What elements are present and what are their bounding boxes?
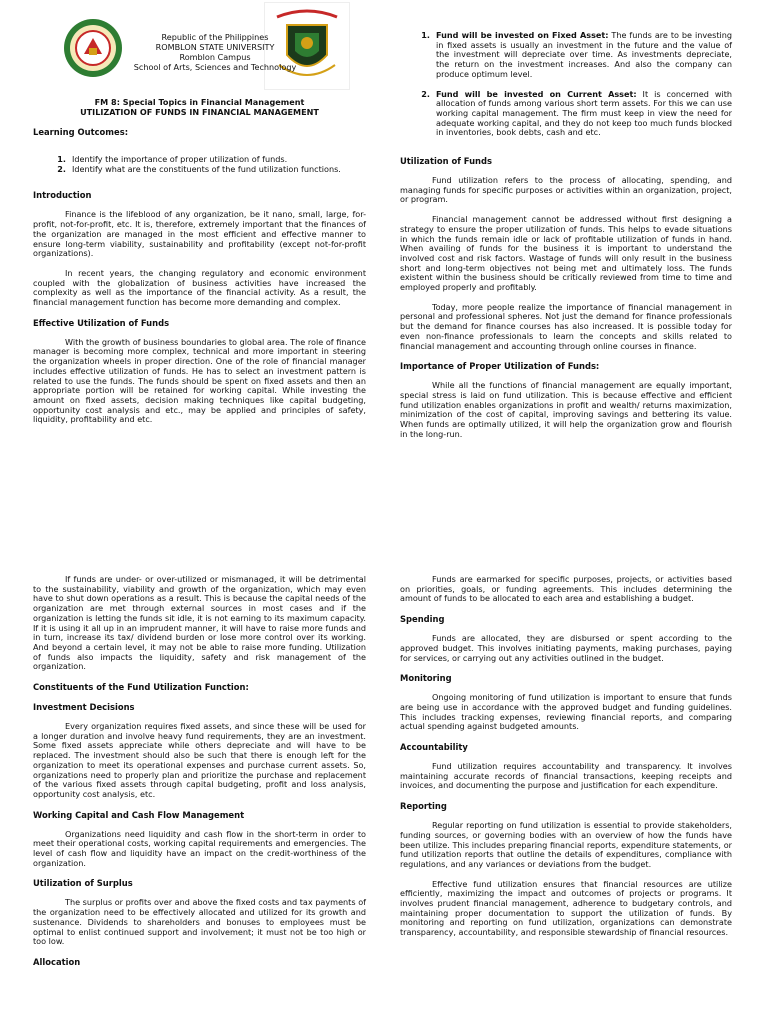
university-header [100,32,330,72]
right-column-top [400,31,732,440]
effective-utilization-paragraph: With the growth of business boundaries to global area. The role of finance manager is becoming more complex, technical and more important in steering the organization wheels in proper direction. One of the role of financial manager includes effective utilization of funds. He has to select an investment pattern is related to use the funds. The funds should be spent on fixed assets and then an appropriate portion will be retained for working capital. While investing the amount on fixed assets, decision making techniques like capital budgeting, opportunity cost analysis and etc., may be applied and principles of safety, liquidity, profitability and etc. [33,336,366,425]
utilization-of-funds-heading: Utilization of Funds [400,156,492,167]
accountability-paragraph: Fund utilization requires accountability and transparency. It involves maintaining accurate records of financial transactions, keeping receipts and invoices, and documenting the purpose and justification for each expenditure. [400,761,732,791]
importance-paragraph: While all the functions of financial management are equally important, special stress is laid on fund utilization. This is because effective and efficient fund utilization enables organizations in profit and wealth/ returns maximization, minimization of the cost of capital, improving savings and bettering its value. When funds are optimally utilized, it will help the organization grow and flourish in the long-run. [400,380,732,439]
left-column-top [33,97,366,425]
header-campus: Romblon Campus [179,52,251,62]
spending-heading: Spending [400,614,445,625]
introduction-paragraph-1: Finance is the lifeblood of any organization, be it nano, small, large, for-profit, not-for-profit, etc. It is, therefore, extremely important that the finances of the organization are managed in the most efficient and effective manner to ensure long-term viability, sustainability and profitability (except not-for-profit organizations). [33,209,366,259]
document-title: UTILIZATION OF FUNDS IN FINANCIAL MANAGEMENT [80,107,319,117]
utilization-paragraph-1: Fund utilization refers to the process of allocating, spending, and managing funds for specific purposes or activities within an organization, project, or program. [400,175,732,205]
utilization-paragraph-2: Financial management cannot be addressed without first designing a strategy to ensure the proper utilization of funds. This helps to evade situations in which the funds remain idle or lack of profitable utilization of funds in hand. When availing of funds for the business it is important to understand the involved cost and risk factors. Wastage of funds will only result in the business short and long-term objectives not being met and ultimately loss. The funds existent within the business should be critically reviewed from time to time and employed properly and profitably. [400,214,732,293]
monitoring-heading: Monitoring [400,673,452,684]
list-item: 1. Identify the importance of proper utilization of funds. [57,154,288,164]
allocation-paragraph: Funds are earmarked for specific purposes, projects, or activities based on priorities, goals, or funding agreements. This includes determining the amount of funds to be allocated to each area and establishing a budget. [400,574,732,604]
effective-utilization-heading: Effective Utilization of Funds [33,317,170,328]
introduction-paragraph-2: In recent years, the changing regulatory and economic environment coupled with the globalization of business activities have increased the complexity as well as the importance of the financial activity. As a result, the financial management function has become more demanding and complex. [33,267,366,308]
header-republic: Republic of the Philippines [161,32,269,42]
spending-paragraph: Funds are allocated, they are disbursed or spent according to the approved budget. This involves initiating payments, making purchases, paying for services, or carrying out any activities outlined in the budget. [400,633,732,663]
introduction-heading: Introduction [33,190,92,201]
investment-decisions-heading: Investment Decisions [33,702,135,713]
fund-type-current-asset: 2. Fund will be invested on Current Asset: It is concerned with allocation of funds among various short term assets. For this we can use working capital management. The firm must keep in view the need for adequate working capital, and they do not keep too much funds blocked in inventories, book debts, cash and etc. [421,88,733,138]
constituents-heading: Constituents of the Fund Utilization Function: [33,682,249,693]
utilization-paragraph-3: Today, more people realize the importance of financial management in personal and professional spheres. Not just the demand for finance professionals but the demand for finance courses has also increased. It is possible today for even non-finance professionals to learn the concepts and skills related to financial management and accounting through online courses in finance. [400,301,732,351]
reporting-heading: Reporting [400,801,447,812]
surplus-paragraph: The surplus or profits over and above the fixed costs and tax payments of the organization need to be effectively allocated and utilized for its growth and sustenance. Dividends to shareholders and bonuses to employees must be optimal to enlist continued support and involvement; it must not be too high or too low. [33,897,366,947]
right-column-bottom [400,575,732,938]
surplus-heading: Utilization of Surplus [33,878,133,889]
accountability-heading: Accountability [400,742,468,753]
list-item: 2. Identify what are the constituents of the fund utilization functions. [57,163,341,174]
reporting-paragraph-2: Effective fund utilization ensures that financial resources are utilize efficiently, maximizing the impact and outcomes of projects or programs. It involves prudent financial management, adherence to budgetary controls, and maintaining proper documentation to support the utilization of funds. By monitoring and reporting on fund utilization, organizations can demonstrate transparency, accountability, and responsible stewardship of financial resources. [400,878,732,938]
learning-outcomes-list [33,155,366,174]
fund-type-fixed-asset: 1. Fund will be invested on Fixed Asset: The funds are to be investing in fixed assets is usually an investment in the future and the value of the investment will depreciate over time. As investments depreciate, the return on the investment increases. And also the company can produce optimum level. [421,30,733,79]
left-column-bottom [33,575,366,967]
working-capital-paragraph: Organizations need liquidity and cash flow in the short-term in order to meet their operational costs, working capital requirements and emergencies. The level of cash flow and liquidity have an impact on the credit-worthiness of the organization. [33,828,366,868]
working-capital-heading: Working Capital and Cash Flow Management [33,809,245,820]
header-school: School of Arts, Sciences and Technology [133,62,297,72]
monitoring-paragraph: Ongoing monitoring of fund utilization is important to ensure that funds are being use in accordance with the approved budget and funding guidelines. This includes tracking expenses, reviewing financial reports, and comparing actual spending against budgeted amounts. [400,692,732,732]
course-title: FM 8: Special Topics in Financial Management [94,97,305,107]
allocation-heading: Allocation [33,956,81,967]
misuse-paragraph: If funds are under- or over-utilized or mismanaged, it will be detrimental to the sustainability, viability and growth of the organization, which may even have to shut down operations as a result. This is because the capital needs of the organization are met through external sources in most cases and if the organization is letting the funds sit idle, it is not earning to its maximum capacity. If it is using it all up in an imprudent manner, it will have to raise more funds and in turn, increase its tax/ dividend burden or lose more control over its working. And beyond a certain level, it may not be able to raise more funding. Utilization of funds also impacts the liquidity, safety and risk management of the organization. [33,574,366,672]
reporting-paragraph-1: Regular reporting on fund utilization is essential to provide stakeholders, funding sources, or governing bodies with an overview of how the funds have been utilize. This includes preparing financial reports, expenditure statements, or fund utilization reports that outline the details of expenditures, compliance with regulations, and any variances or deviations from the budget. [400,820,732,869]
header-university: ROMBLON STATE UNIVERSITY [155,42,275,52]
importance-heading: Importance of Proper Utilization of Funds: [400,361,600,372]
learning-outcomes-heading: Learning Outcomes: [33,127,129,137]
investment-paragraph: Every organization requires fixed assets, and since these will be used for a longer duration and involve heavy fund requirements, they are an investment. Some fixed assets appreciate while others depreciate and will have to be replaced. The investment should also be such that there is enough left for the organization to meet its operational expenses and purchase current assets. So, organizations need to properly plan and prioritize the purchase and replacement of the various fixed assets through capital budgeting, profit and loss analysis, opportunity cost analysis, etc. [33,721,366,799]
